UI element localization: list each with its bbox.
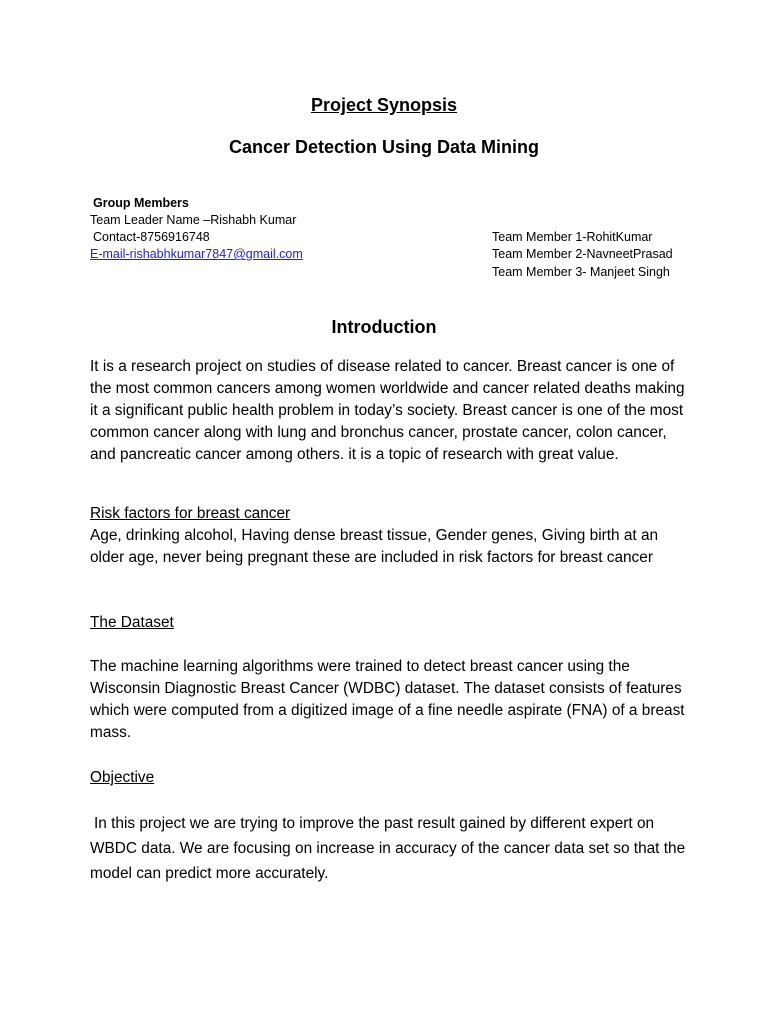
email-link[interactable]: E-mail-rishabhkumar7847@gmail.com	[90, 247, 303, 261]
objective-heading: Objective	[90, 769, 155, 786]
group-members-heading: Group Members	[93, 196, 189, 210]
document-title: Project Synopsis	[310, 95, 458, 115]
risk-factors-text: Age, drinking alcohol, Having dense breast tissue, Gender genes, Giving birth at an older age, never being pregnant these are included in risk factors for breast cancer	[90, 527, 659, 566]
contact-number: Contact-8756916748	[93, 230, 210, 244]
dataset-text: The machine learning algorithms were trained to detect breast cancer using the Wisconsin Diagnostic Breast Cancer (WDBC) dataset. The dataset consists of features which were computed from a digitized image of a fine needle aspirate (FNA) of a breast mass.	[90, 658, 685, 741]
document-subtitle: Cancer Detection Using Data Mining	[228, 137, 540, 157]
team-member-1: Team Member 1-RohitKumar	[492, 230, 653, 244]
risk-factors-heading: Risk factors for breast cancer	[90, 505, 291, 522]
introduction-text: It is a research project on studies of disease related to cancer. Breast cancer is one of the most common cancers among women worldwide and cancer related deaths making it a significant public health problem in today’s society. Breast cancer is one of the most common cancer along with lung and bronchus cancer, prostate cancer, colon cancer, and pancreatic cancer among others. it is a topic of research with great value.	[90, 358, 685, 463]
introduction-heading: Introduction	[331, 317, 437, 337]
team-member-3: Team Member 3- Manjeet Singh	[492, 265, 670, 279]
team-leader-name: Team Leader Name –Rishabh Kumar	[90, 213, 297, 227]
team-member-2: Team Member 2-NavneetPrasad	[492, 247, 673, 261]
dataset-heading: The Dataset	[90, 614, 174, 631]
objective-text: In this project we are trying to improve the past result gained by different expert on WBDC data. We are focusing on increase in accuracy of the cancer data set so that the model can predict more accurately.	[90, 815, 686, 882]
